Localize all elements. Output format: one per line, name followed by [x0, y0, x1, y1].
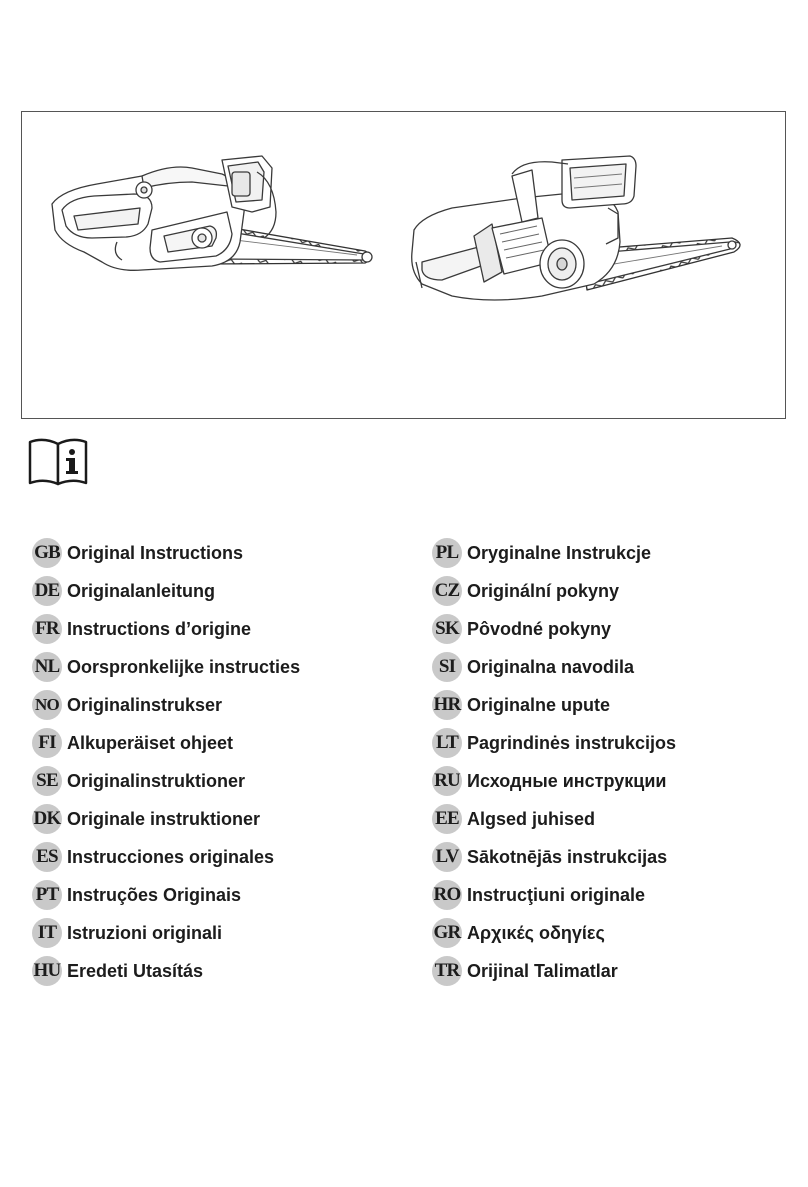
lang-row-fi — [32, 724, 300, 762]
lang-title-gr: Αρχικές οδηγίες — [467, 922, 605, 943]
lang-row-ru — [432, 762, 676, 800]
lang-row-pl — [432, 534, 676, 572]
lang-code-cz: CZ — [432, 576, 462, 606]
lang-title-no: Originalinstrukser — [67, 694, 223, 715]
lang-row-tr — [432, 952, 676, 990]
chainsaw-illustrations — [22, 112, 787, 420]
lang-title-pl: Oryginalne Instrukcje — [467, 542, 652, 563]
language-list-right — [432, 534, 676, 990]
lang-title-sk: Pôvodné pokyny — [467, 618, 612, 639]
lang-title-gb: Original Instructions — [67, 542, 244, 563]
lang-code-hr: HR — [432, 690, 462, 720]
lang-code-sk: SK — [432, 614, 462, 644]
chainsaw-side-view — [52, 156, 372, 270]
lang-code-fr: FR — [32, 614, 62, 644]
lang-title-si: Originalna navodila — [467, 656, 635, 677]
lang-title-tr: Orijinal Talimatlar — [467, 960, 618, 981]
lang-code-lv: LV — [432, 842, 462, 872]
lang-row-no — [32, 686, 300, 724]
lang-title-nl: Oorspronkelijke instructies — [67, 656, 301, 677]
lang-title-pt: Instruções Originais — [67, 884, 242, 905]
lang-row-it — [32, 914, 300, 952]
lang-title-se: Originalinstruktioner — [67, 770, 246, 791]
lang-row-hu — [32, 952, 300, 990]
product-illustration-frame — [21, 111, 786, 419]
lang-row-ro — [432, 876, 676, 914]
lang-title-cz: Originální pokyny — [467, 580, 620, 601]
lang-code-nl: NL — [32, 652, 62, 682]
lang-code-dk: DK — [32, 804, 62, 834]
lang-title-fr: Instructions d’origine — [67, 618, 252, 639]
lang-row-lv — [432, 838, 676, 876]
lang-row-ee — [432, 800, 676, 838]
lang-title-fi: Alkuperäiset ohjeet — [67, 732, 234, 753]
lang-code-lt: LT — [432, 728, 462, 758]
lang-title-lv: Sākotnējās instrukcijas — [467, 846, 668, 867]
lang-code-de: DE — [32, 576, 62, 606]
lang-code-tr: TR — [432, 956, 462, 986]
lang-code-ro: RO — [432, 880, 462, 910]
lang-code-pt: PT — [32, 880, 62, 910]
lang-row-nl — [32, 648, 300, 686]
lang-code-si: SI — [432, 652, 462, 682]
lang-row-gr — [432, 914, 676, 952]
lang-row-de — [32, 572, 300, 610]
lang-row-gb — [32, 534, 300, 572]
lang-code-se: SE — [32, 766, 62, 796]
lang-row-cz — [432, 572, 676, 610]
lang-code-hu: HU — [32, 956, 62, 986]
lang-title-dk: Originale instruktioner — [67, 808, 261, 829]
lang-row-hr — [432, 686, 676, 724]
lang-code-ru: RU — [432, 766, 462, 796]
lang-code-ee: EE — [432, 804, 462, 834]
lang-title-ru: Исходные инструкции — [467, 770, 667, 791]
lang-code-no: NO — [32, 690, 62, 720]
lang-row-fr — [32, 610, 300, 648]
lang-title-ro: Instrucţiuni originale — [467, 884, 646, 905]
lang-title-de: Originalanleitung — [67, 580, 216, 601]
lang-row-sk — [432, 610, 676, 648]
lang-row-si — [432, 648, 676, 686]
lang-title-it: Istruzioni originali — [67, 922, 223, 943]
lang-code-it: IT — [32, 918, 62, 948]
lang-row-es — [32, 838, 300, 876]
lang-code-gr: GR — [432, 918, 462, 948]
lang-code-es: ES — [32, 842, 62, 872]
lang-title-ee: Algsed juhised — [467, 808, 596, 829]
lang-row-dk — [32, 800, 300, 838]
lang-code-pl: PL — [432, 538, 462, 568]
lang-code-gb: GB — [32, 538, 62, 568]
language-list-left — [32, 534, 300, 990]
lang-title-hr: Originalne upute — [467, 694, 611, 715]
lang-title-lt: Pagrindinės instrukcijos — [467, 732, 677, 753]
lang-row-se — [32, 762, 300, 800]
chainsaw-front-view — [412, 156, 740, 300]
book-info-icon — [26, 436, 90, 488]
lang-title-es: Instrucciones originales — [67, 846, 275, 867]
lang-row-pt — [32, 876, 300, 914]
lang-title-hu: Eredeti Utasítás — [67, 960, 204, 981]
lang-row-lt — [432, 724, 676, 762]
lang-code-fi: FI — [32, 728, 62, 758]
